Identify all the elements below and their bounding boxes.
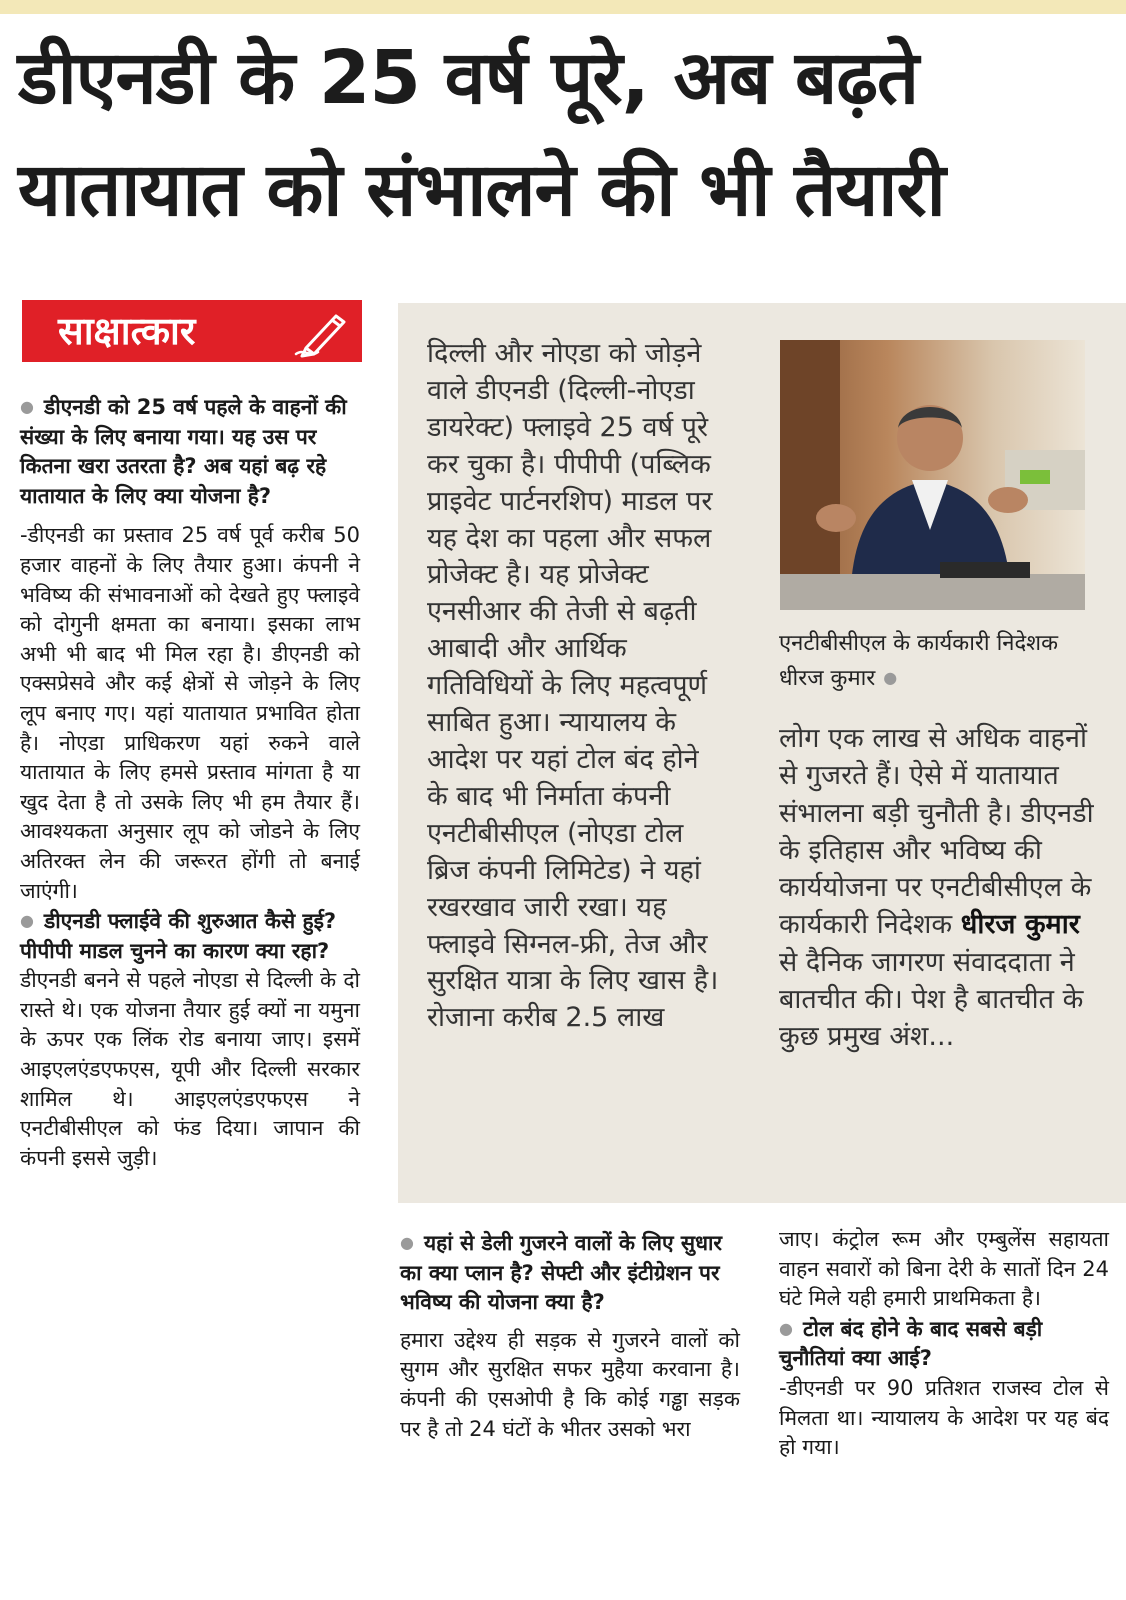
photo-dheeraj-kumar xyxy=(780,340,1085,610)
question-4: ● टोल बंद होने के बाद सबसे बड़ी चुनौतियां क्या आई? xyxy=(779,1314,1109,1374)
headline-line-2: यातायात को संभालने की भी तैयारी xyxy=(18,147,945,233)
pen-icon xyxy=(292,308,354,358)
intro-text: दिल्ली और नोएडा को जोड़ने वाले डीएनडी (दिल्ली-नोएडा डायरेक्ट) फ्लाइवे 25 वर्ष पूरे कर चुका है। पीपीपी (पब्लिक प्राइवेट पार्टनरशिप) माडल पर यह देश का पहला और सफल प्रोजेक्ट है। यह प्रोजेक्ट एनसीआर की तेजी से बढ़ती आबादी और आर्थिक गतिविधियों के लिए महत्वपूर्ण साबित हुआ। न्यायालय के आदेश पर यहां टोल बंद होने के बाद भी निर्माता कंपनी एनटीबीसीएल (नोएडा टोल ब्रिज कंपनी लिमिटेड) ने यहां रखरखाव जारी रखा। यह फ्लाइवे सिग्नल-फ्री, तेज और सुरक्षित यात्रा के लिए खास है। रोजाना करीब 2.5 लाख xyxy=(427,338,719,1034)
person-name: धीरज कुमार xyxy=(960,909,1080,941)
question-3: ● यहां से डेली गुजरने वालों के लिए सुधार का क्या प्लान है? सेफ्टी और इंटीग्रेशन पर भविष्य की योजना क्या है? xyxy=(400,1228,740,1318)
caption-line-1: एनटीबीसीएल के कार्यकारी निदेशक xyxy=(779,631,1059,656)
photo-caption xyxy=(779,627,1099,696)
bullet-icon: ● xyxy=(883,668,898,687)
interview-column-4 xyxy=(400,1228,740,1444)
question-1: ● डीएनडी को 25 वर्ष पहले के वाहनों की संख्या के लिए बनाया गया। यह उस पर कितना खरा उतरता है? अब यहां बढ़ रहे यातायात के लिए क्या योजना है? xyxy=(20,392,360,511)
headline xyxy=(18,22,1113,246)
top-color-strip xyxy=(0,0,1126,14)
bullet-icon: ● xyxy=(779,1318,793,1338)
bullet-icon: ● xyxy=(20,911,34,931)
answer-3: हमारा उद्देश्य ही सड़क से गुजरने वालों को सुगम और सुरक्षित सफर मुहैया करवाना है। कंपनी की एसओपी है कि कोई गड्ढा सड़क पर है तो 24 घंटों के भीतर उसको भरा xyxy=(400,1327,740,1441)
question-2: ● डीएनडी फ्लाईवे की शुरुआत कैसे हुई? पीपीपी माडल चुनने का कारण क्या रहा? xyxy=(20,906,360,966)
answer-3-continued: जाए। कंट्रोल रूम और एम्बुलेंस सहायता वाहन सवारों को बिना देरी के सातों दिन 24 घंटे मिले यही हमारी प्राथमिकता है। xyxy=(779,1227,1109,1311)
answer-2: डीएनडी बनने से पहले नोएडा से दिल्ली के दो रास्ते थे। एक योजना तैयार हुई क्यों ना यमुना के ऊपर एक लिंक रोड बनाया जाए। इसमें आइएलएंडएफएस, यूपी और दिल्ली सरकार शामिल थे। आइएलएंडएफएस ने एनटीबीसीएल को फंड दिया। जापान की कंपनी इससे जुड़ी। xyxy=(20,968,360,1170)
answer-1: -डीएनडी का प्रस्ताव 25 वर्ष पूर्व करीब 50 हजार वाहनों के लिए तैयार हुआ। कंपनी ने भविष्य की संभावनाओं को देखते हुए फ्लाइवे को दोगुनी क्षमता का बनाया। इसका लाभ अभी भी बाद भी मिल रहा है। डीएनडी को एक्सप्रेसवे और कई क्षेत्रों से जोड़ने के लिए लूप बनाए गए। यहां यातायात प्रभावित होता है। नोएडा प्राधिकरण यहां रुकने वाले यातायात के लिए हमसे प्रस्ताव मांगता है या खुद देता है तो उसके लिए भी हम तैयार हैं। आवश्यकता अनुसार लूप को जोडने के लिए अतिरक्त लेन की जरूरत होंगी तो बनाई जाएंगी। xyxy=(20,523,360,903)
intro-text-continued: लोग एक लाख से अधिक वाहनों से गुजरते हैं। ऐसे में यातायात संभालना बड़ी चुनौती है। डीएनडी के इतिहास और भविष्य की कार्ययोजना पर एनटीबीसीएल के कार्यकारी निदेशक धीरज कुमार से दैनिक जागरण संवाददाता ने बातचीत की। पेश है बातचीत के कुछ प्रमुख अंश... xyxy=(779,723,1094,1053)
interview-column-5 xyxy=(779,1225,1109,1463)
bullet-icon: ● xyxy=(400,1233,414,1252)
caption-line-2: धीरज कुमार ● xyxy=(779,661,1099,696)
section-badge xyxy=(22,300,362,362)
headline-line-1: डीएनडी के 25 वर्ष पूरे, अब बढ़ते xyxy=(18,35,919,121)
answer-4: -डीएनडी पर 90 प्रतिशत राजस्व टोल से मिलता था। न्यायालय के आदेश पर यह बंद हो गया। xyxy=(779,1375,1109,1460)
bullet-icon: ● xyxy=(20,397,34,416)
section-badge-label: साक्षात्कार xyxy=(58,309,196,353)
interview-column-1 xyxy=(20,392,360,1173)
